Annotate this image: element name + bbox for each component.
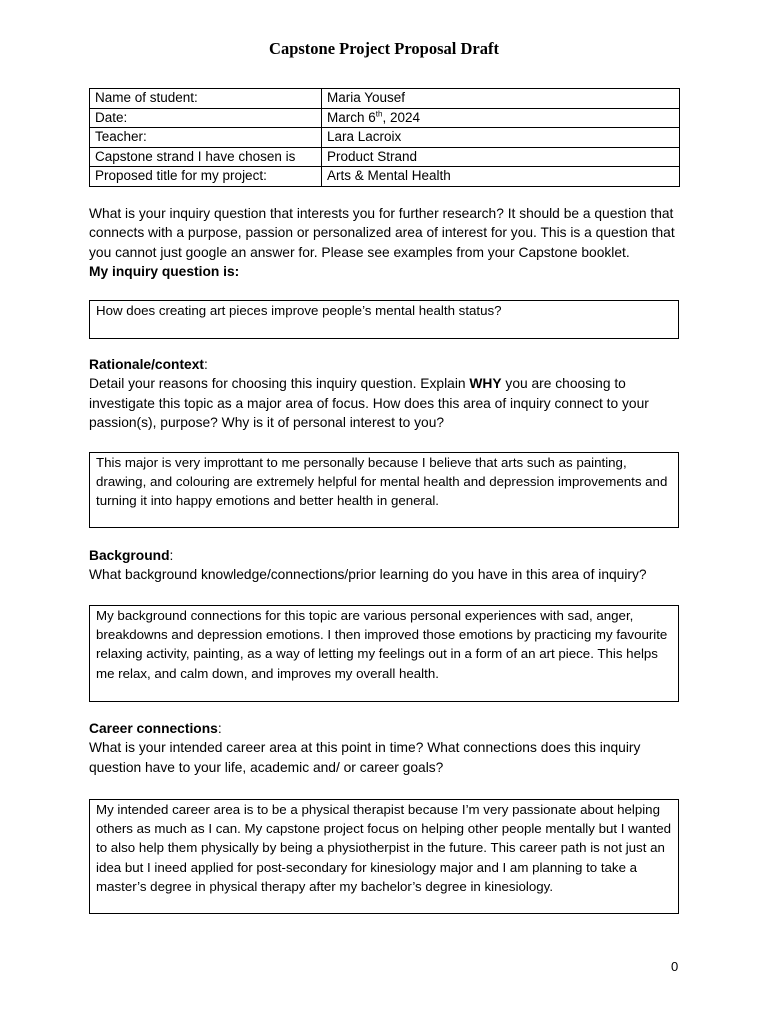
strand-label: Capstone strand I have chosen is [90, 147, 322, 167]
teacher-label: Teacher: [90, 128, 322, 148]
name-value: Maria Yousef [322, 89, 680, 109]
rationale-prompt-text-end: you are choosing to investigate this topic as a major area of focus. How does this area of inquiry connect to your passion(s), purpose? Why is it of personal interest to you? [89, 376, 649, 431]
rationale-answer-box[interactable] [89, 452, 679, 528]
background-section [89, 546, 689, 585]
date-value-year: , 2024 [382, 109, 420, 125]
date-value-suffix: th [375, 109, 383, 119]
rationale-prompt-text: Detail your reasons for choosing this inquiry question. Explain [89, 376, 470, 392]
date-value [322, 108, 680, 128]
date-label: Date: [90, 108, 322, 128]
career-prompt: What is your intended career area at this point in time? What connections does this inquiry question have to your life, academic and/ or career goals? [89, 740, 641, 775]
inquiry-prompt: What is your inquiry question that interests you for further research? It should be a question that connects with a purpose, passion or personalized area of interest for you. This is a question that you cannot just google an answer for. Please see examples from your Capstone booklet. [89, 206, 675, 260]
rationale-answer: This major is very improttant to me personally because I believe that arts such as painting, drawing, and colouring are extremely helpful for mental health and depression improvements and turning it into happy emotions and better health in general. [96, 455, 668, 509]
inquiry-heading: My inquiry question is: [89, 264, 240, 280]
table-row [90, 128, 680, 148]
background-answer: My background connections for this topic are various personal experiences with sad, anger, breakdowns and depression emotions. I then improved those emotions by practicing my favourite relaxing activity, painting, as a way of letting my feelings out in a form of an art piece. This helps me relax, and calm down, and improves my overall health. [96, 608, 668, 681]
background-answer-box[interactable] [89, 605, 679, 702]
project-title-value: Arts & Mental Health [322, 167, 680, 187]
student-info-table [89, 88, 680, 187]
inquiry-answer-box[interactable] [89, 300, 679, 339]
date-value-main: March 6 [327, 109, 376, 125]
career-heading: Career connections [89, 721, 218, 736]
rationale-section [89, 355, 689, 433]
name-label: Name of student: [90, 89, 322, 109]
inquiry-section [89, 204, 689, 282]
background-prompt: What background knowledge/connections/prior learning do you have in this area of inquiry? [89, 567, 647, 583]
page-number: 0 [671, 959, 679, 974]
rationale-prompt-emphasis: WHY [469, 376, 502, 392]
career-answer: My intended career area is to be a physical therapist because I’m very passionate about helping others as much as I can. My capstone project focus on helping other people mentally but I wanted to also help them physically by being a physiotherpist in the future. This career path is not just an idea but I ineed applied for post-secondary for kinesiology major and I am planning to take a master’s degree in physical therapy after my bachelor’s degree in kinesiology. [96, 802, 672, 894]
background-heading: Background [89, 548, 170, 563]
table-row [90, 147, 680, 167]
table-row [90, 89, 680, 109]
teacher-value: Lara Lacroix [322, 128, 680, 148]
career-colon: : [217, 721, 222, 736]
table-row [90, 108, 680, 128]
rationale-prompt [89, 374, 689, 432]
rationale-heading: Rationale/context [89, 357, 204, 372]
strand-value: Product Strand [322, 147, 680, 167]
project-title-label: Proposed title for my project: [90, 167, 322, 187]
table-row [90, 167, 680, 187]
background-colon: : [169, 548, 174, 563]
inquiry-answer: How does creating art pieces improve people’s mental health status? [96, 303, 502, 318]
career-answer-box[interactable] [89, 799, 679, 914]
rationale-colon: : [204, 357, 208, 372]
career-section [89, 719, 689, 777]
page-title: Capstone Project Proposal Draft [269, 39, 499, 58]
